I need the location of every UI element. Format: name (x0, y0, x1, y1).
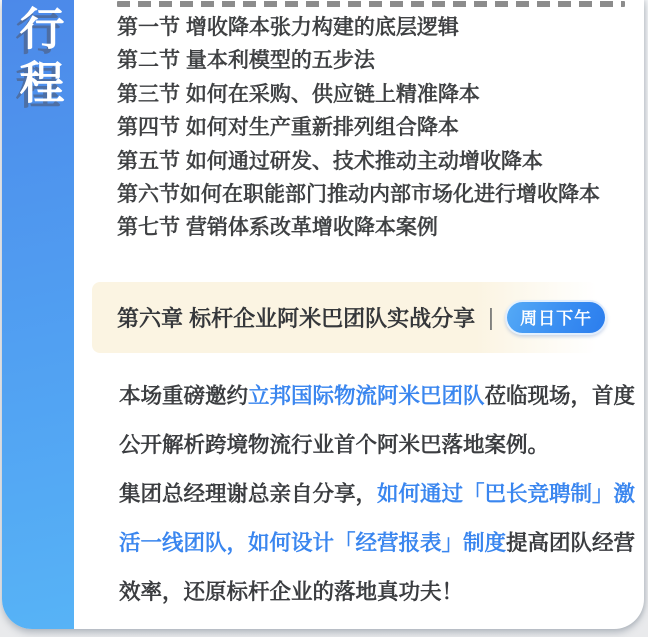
section-item: 第五节 如何通过研发、技术推动主动增收降本 (117, 149, 543, 173)
plain-text: 莅临现场，首度 (484, 384, 636, 408)
clipped-text-remnant (117, 1, 625, 7)
chapter-banner (92, 282, 597, 353)
chapter-description (119, 372, 635, 617)
section-item: 第三节 如何在采购、供应链上精准降本 (117, 82, 480, 106)
section-list (117, 11, 600, 245)
description-line (119, 421, 635, 470)
highlighted-text: 立邦国际物流阿米巴团队 (248, 384, 485, 408)
plain-text: 集团总经理谢总亲自分享， (119, 482, 378, 506)
time-badge: 周日下午 (505, 300, 607, 335)
highlighted-text: 如何通过「巴长竞聘制」激 (377, 482, 636, 506)
section-item: 第二节 量本利模型的五步法 (117, 49, 375, 73)
plain-text: 效率，还原标杆企业的落地真功夫！ (119, 580, 464, 604)
sidebar-vertical-title: 行程 (12, 5, 64, 113)
section-item: 第一节 增收降本张力构建的底层逻辑 (117, 16, 459, 39)
chapter-divider: | (489, 304, 494, 330)
plain-text: 提高团队经营 (506, 531, 636, 555)
description-line (119, 568, 635, 617)
highlighted-text: 活一线团队，如何设计「经营报表」制度 (119, 531, 507, 555)
plain-text: 公开解析跨境物流行业首个阿米巴落地案例。 (119, 433, 550, 457)
schedule-card (2, 0, 644, 629)
chapter-title: 第六章 标杆企业阿米巴团队实战分享 (117, 306, 476, 331)
section-item: 第四节 如何对生产重新排列组合降本 (117, 116, 459, 140)
description-line (119, 470, 635, 519)
description-line (119, 519, 635, 568)
section-item: 第六节如何在职能部门推动内部市场化进行增收降本 (117, 183, 600, 207)
plain-text: 本场重磅邀约 (119, 384, 249, 408)
description-line (119, 372, 635, 421)
schedule-content (74, 0, 641, 629)
schedule-sidebar (2, 0, 74, 629)
section-item: 第七节 营销体系改革增收降本案例 (117, 216, 438, 240)
